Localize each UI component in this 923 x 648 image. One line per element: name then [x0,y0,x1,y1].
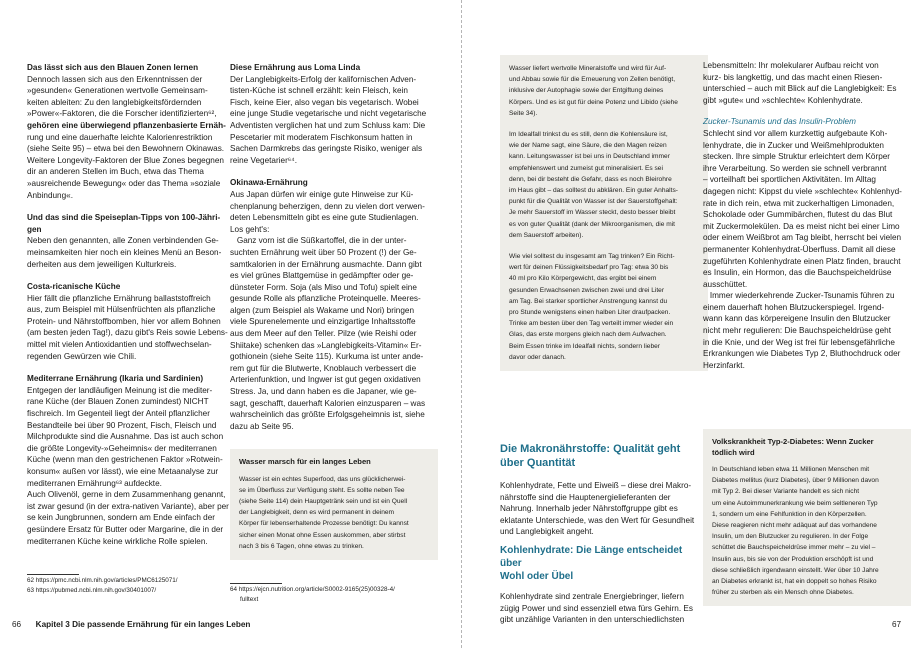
text-line: gesündere Ersatz für Butter oder Margarine, die in der [27,524,224,534]
text-line: rem gut für die Blutwerte, Knoblauch verbessert die [230,363,417,373]
text-line: nach 3 bis 6 Tagen, ohne etwas zu trinken. [239,542,364,550]
text-line: Schokolade oder Gummibärchen, flutest du das Blut [703,210,893,220]
info-box-water-continued [500,55,708,371]
text-line: 40 ml pro Kilo Körpergewicht, das ergibt bei einem [509,275,657,283]
info-box-title: Wasser marsch für ein langes Leben [239,457,371,466]
text-line: meinsamkeiten hier noch ein kleines Menü an Beson- [27,247,222,257]
text-line: unterschied – auch mit Blick auf die Langlebigkeit: Es [703,84,897,94]
text-line: kurz- bis langkettig, und das macht einen Riesen- [703,72,883,82]
text-line: wie der Name sagt, eine Säure, die den Magen reizen [509,142,667,150]
text-line: permanenter Kohlenhydrat-Überfluss. Damit all diese [703,244,896,254]
text-line: ausschüttet. [703,279,748,289]
left-page-column-1 [27,62,233,547]
text-line: deten Lebensmitteln gibt es eine gute Studienlagen. [230,213,419,223]
text-line: Entgegen der landläufigen Meinung ist die mediter- [27,385,213,395]
heading-carbohydrates-cont: Wohl oder Übel [500,570,574,582]
text-line: Weitere Longevity-Faktoren der Blue Zones begegnen [27,155,224,165]
heading-costa-rica: Costa-ricanische Küche [27,282,121,292]
text-line: Anbindung«. [27,190,73,200]
left-footnotes-col1 [27,576,233,597]
text-line: Nahrung. Innerhalb jeder Nährstoffgruppe gibt es [500,504,678,514]
text-line: konsum« außen vor lässt), wie eine Metaanalyse zur [27,467,219,476]
text-line: (siehe Seite 95) – etwa bei den Bewohnern Okinawas. [27,144,225,154]
footnote-62: 62 https://pmc.ncbi.nlm.nih.gov/articles/PMC6125071/ [27,577,178,584]
text-line: reine Vegetarier⁶⁴. [230,155,297,165]
text-line: in die Knie, und der Weg ist frei für lebensgefährliche [703,337,895,347]
text-line: nicht mehr regulieren: Die Bauchspeicheldrüse geht [703,326,891,336]
text-line: Lebensmitteln: Ihr molekularer Aufbau reicht von [703,61,879,70]
heading-macronutrients-cont: über Quantität [500,456,576,469]
heading-macronutrients: Die Makronährstoffe: Qualität geht [500,443,681,455]
text-line: rate in dich rein, etwa mit zuckerhaltigen Limonaden, [703,198,895,208]
text-line: um eine Autoimmunerkrankung wie beim seltleneren Typ [712,499,878,507]
heading-sugar-tsunamis: Zucker-Tsunamis und das Insulin-Problem [703,117,856,127]
text-line: Wasser liefert wertvolle Mineralstoffe und wird für Auf- [509,65,667,72]
heading-okinawa: Okinawa-Ernährung [230,178,308,188]
text-line: Je mehr Sauerstoff im Wasser steckt, desto besser bleibt [509,209,676,217]
text-line: sicher einen Monat ohne Essen auskommen, aber stirbst [239,531,406,539]
text-line: gibt »gute« und »schlechte« Kohlenhydrate. [703,95,863,105]
text-line: Im Idealfall trinkst du es still, denn die Kohlensäure ist, [509,131,668,139]
text-line: Diabetes mellitus (kurz Diabetes), über 9 Millionen davon [712,477,879,485]
text-line: dir an anderen Stellen im Buch, etwa das Thema [27,167,204,177]
heading-carbohydrates: Kohlenhydrate: Die Länge entscheidet über [500,544,683,569]
left-footnotes-col2 [230,585,437,606]
text-line: empfehlenswert und zumeist gut mineralisiert. Es sei [509,164,663,172]
text-line: Sachen Darmkrebs das geringste Risiko, weniger als [230,144,423,154]
text-line: schüttet die Bauchspeicheldrüse immer mehr – zu viel – [712,544,876,552]
text-line: eklatante Unterschiede, was den Wert für Gesundheit [500,515,695,525]
text-line: regenden Gewürzen wie Chili. [27,351,137,361]
text-line: se im Überfluss zur Verfügung steht. Es sollte neben Tee [239,486,405,494]
text-line: algen (zum Beispiel als Wakame und Nori) bringen [230,305,414,315]
text-line: pro Stunde wenigstens einen halben Liter draufpacken. [509,309,671,317]
text-line: »gesunden« Generationen wertvolle Gemeinsam- [27,86,208,96]
text-line: viele Spurenelemente und einzigartige Inhaltsstoffe [230,317,416,327]
text-line: Erkrankungen wie Diabetes Typ 2, Bluthochdruck oder [703,349,901,359]
text-line: mit Zuckermolekülen. Da es meist nicht bei einer Limo [703,221,900,231]
text-line: dem Sauerstoff arbeiten). [509,231,584,239]
text-line: Adventisten verglichen hat und zum Schluss kam: Die [230,120,426,130]
text-line: gesunde Rolle als pflanzliche Proteinquelle. Meeres- [230,294,421,304]
text-line: sagt, geschafft, dauerhaft Kalorien einzusparen – was [230,398,426,408]
right-page-footer [892,620,901,629]
text-line: tisten-Küche ist schnell erzählt: kein Fleisch, kein [230,86,408,96]
text-line: Dennoch lassen sich aus den Erkenntnissen der [27,74,203,84]
text-line: wert für deinen Flüssigkeitsbedarf pro Tag: etwa 30 bis [509,264,669,272]
text-line: Insulin aus, bis sie von der Produktion erschöpft ist und [712,555,874,563]
page-number-right: 67 [892,620,902,629]
info-box-title: Volkskrankheit Typ-2-Diabetes: Wenn Zucker [712,437,874,446]
text-line: Ganz vorn ist die Süßkartoffel, die in der unter- [230,236,407,246]
text-line: es Insulin, ein Hormon, das die Bauchspeicheldrüse [703,268,892,278]
text-line: am Tag. Bei starker sportlicher Anstrengung kannst du [509,297,668,305]
text-line: die größte Longevity-»Geheimnis« der mediterranen [27,443,217,453]
text-line: Kohlenhydrate, Fette und Eiweiß – diese drei Makro- [500,481,692,490]
heading-blue-zones-lessons: Das lässt sich aus den Blauen Zonen lernen [27,63,199,72]
text-line: Beim Essen trinke im Idealfall nichts, sondern lieber [509,342,660,350]
footnote-rule [27,574,79,575]
text-line: mediterranen Küche keine wirkliche Rolle spielen. [27,536,208,546]
text-line: gibt unzählige Varianten in den unterschiedlichsten [500,615,685,625]
text-line: Der Langlebigkeits-Erfolg der kalifornischen Adven- [230,74,417,84]
text-line: »ausreichende Bewegung« oder das Thema »soziale [27,178,221,188]
text-line: diese schließlich irgendwann einstellt. Wer über 10 Jahre [712,566,879,574]
text-line: oder einem Weißbrot am Tag bleibt, herrscht bei vielen [703,233,902,243]
heading-loma-linda: Diese Ernährung aus Loma Linda [230,63,361,72]
text-line: rane Küche (der Blauen Zonen zumindest) NICHT [27,397,209,407]
text-line: gesunden Erwachsenen zwischen zwei und drei Liter [509,286,665,294]
text-line: keiten ableiten: Zu den langlebigkeitsfördernden [27,97,202,107]
text-line: »Power«-Faktoren, die die Forscher identifizierten⁶², [27,109,217,119]
text-line: ihre Verarbeitung. So werden sie schnell verbrannt [703,163,887,173]
text-line: zugeführten Kohlenhydrate einen Platz finden, braucht [703,256,901,266]
text-line: und Langlebigkeit angeht. [500,527,594,537]
text-line: Trinke am besten über den Tag verteilt immer wieder ein [509,320,674,328]
text-line: Fisch, keine Eier, also vegan bis vegetarisch. Wobei [230,97,419,107]
page-number-left: 66 [12,620,22,629]
text-line: nährstoffe sind die Hauptenergielieferanten der [500,492,671,502]
text-line: ist zwar gesund (in der extra-nativen Variante), aber per [27,501,229,511]
text-line: chenplanung beherzigen, denn zu vielen dort verwen- [230,201,425,211]
text-line: Wasser ist ein echtes Superfood, das uns glücklicherwei- [239,475,406,483]
info-box-title-cont: tödlich wird [712,447,755,457]
text-line: (am besten jeden Tag!), dazu gibt's Reis sowie Lebens- [27,328,228,338]
text-line: stecken. Ihre simple Struktur erleichtert dem Körper [703,152,891,162]
text-line: mittel mit vielen Antioxidantien und stoffwechselan- [27,340,212,350]
text-line: es viel grünes Blattgemüse in gedämpfter oder ge- [230,271,414,281]
text-line: Shiitake) schenken das »Langlebigkeits-Vitamin« Er- [230,340,422,350]
text-line: mediterranen Ernährung⁶³ aufdeckte. [27,478,162,488]
text-line: Körper für lebenserhaltende Prozesse benötigt: Du kannst [239,520,409,528]
text-line: im Haus gibt – das solltest du abklären. Ein guter Anhalts- [509,187,678,195]
left-page-footer [12,620,250,629]
text-line: Schlecht sind vor allem kurzkettig aufgebaute Koh- [703,128,888,138]
right-page-column-1 [500,443,700,626]
text-line: se kein Jungbrunnen, sondern am Ende einfach der [27,513,215,523]
text-line: Pescetarier mit moderatem Fischkonsum hatten in [230,132,413,142]
heading-menu-tips: Und das sind die Speiseplan-Tipps von 100-Jähri- [27,213,221,223]
text-line: wahrscheinlich das größte Erfolgsgeheimnis ist, siehe [230,410,425,420]
footnote-rule [230,583,282,584]
footnote-64-cont: fulltext [240,596,259,604]
text-line: punkt für die Qualität von Wasser ist der Sauerstoffgehalt: [509,198,678,206]
text-line: aus dem Meer auf den Teller. Pilze (wie Reishi oder [230,329,417,339]
text-line: der Langlebigkeit, denn es wird permanent in deinem [239,509,395,517]
text-line: mit Typ 2. Bei dieser Variante handelt es sich nicht [712,488,860,496]
chapter-title: Kapitel 3 Die passende Ernährung für ein langes Leben [35,620,251,629]
text-line: Glas, das erste morgens gleich nach dem Aufwachen. [509,331,667,339]
text-line: Neben den genannten, alle Zonen verbindenden Ge- [27,236,219,246]
text-line: Stress. Ja, und dann haben es die Japaner, wie ge- [230,387,417,397]
text-line: dagegen nicht: Kippst du viele »schlechte« Kohlenhyd- [703,186,902,196]
text-line: Hier fällt die pflanzliche Ernährung ballaststoffreich [27,293,211,303]
text-line: Herzinfarkt. [703,360,745,370]
text-line: Körpers. Und es ist gut für deine Potenz und Libido (siehe [509,98,678,106]
text-line: denn, bei dir besteht die Gefahr, dass es noch Bleirohre [509,175,672,183]
text-line: rung und eine dauerhafte leichte Kalorienrestriktion [27,132,213,142]
text-line: (siehe Seite 114) dein Hauptgetränk sein und ist ein Quell [239,497,408,505]
heading-menu-tips-cont: gen [27,224,42,234]
text-line: Kohlenhydrate sind zentrale Energiebringer, liefern [500,591,684,601]
text-line: dünsteter Form. Soja (als Miso und Tofu) spielt eine [230,282,417,292]
info-box-diabetes [703,429,911,606]
text-line: einem dauerhaft hohen Blutzuckerspiegel. Irgend- [703,302,885,312]
text-line: es von guter Qualität (dank der Mikroorganismen, die mit [509,220,676,228]
text-line: und Abbau sowie für die Erneuerung von Zellen benötigt, [509,76,676,84]
text-line: Arterienfunktion, und Ingwer ist gut gegen oxidativen [230,375,421,385]
text-line: gehören eine überwiegend pflanzenbasierte Ernäh- [27,120,226,130]
text-line: zügig Power und sind essenziell etwa fürs Gehirn. Es [500,603,693,613]
text-line: Los geht's: [230,224,270,234]
page-fold [461,0,462,648]
text-line: suchten Ernährung weit über 50 Prozent (!) der Ge- [230,247,417,257]
heading-mediterranean: Mediterrane Ernährung (Ikaria und Sardinien) [27,374,204,384]
text-line: Wie viel solltest du insgesamt am Tag trinken? Ein Richt- [509,253,675,261]
text-line: früher zu sterben als ein Mensch ohne Diabetes. [712,589,854,597]
text-line: Seite 34). [509,109,538,117]
text-line: lenhydrate, die in Zucker und Weißmehlprodukten [703,140,884,150]
left-page-column-2 [230,62,437,432]
text-line: Protein- und Nährstoffbomben, hier vor allem Bohnen [27,316,221,326]
text-line: samtkalorien in der Ernährung ausmachte. Dann gibt [230,259,422,269]
text-line: 1, sondern um eine Fehlfunktion in den Körperzellen. [712,510,867,518]
text-line: Auch Olivenöl, gerne in dem Zusammenhang genannt, [27,490,226,500]
text-line: an Diabetes erkrankt ist, hat ein doppelt so hohes Risiko [712,578,877,586]
text-line: Immer wiederkehrende Zucker-Tsunamis führen zu [703,291,895,301]
text-line: kann. Leitungswasser ist bei uns in Deutschland immer [509,153,670,161]
text-line: Milchprodukte sind die Ausnahme. Das ist auch schon [27,432,224,442]
text-line: aus, zum Beispiel mit Hülsenfrüchten als pflanzliche [27,305,216,315]
footnote-63: 63 https://pubmed.ncbi.nlm.nih.gov/30401007/ [27,587,157,595]
text-line: derheiten aus dem jeweiligen Kulturkreis. [27,259,177,269]
text-line: Diese reagieren nicht mehr adäquat auf das vorhandene [712,522,877,530]
text-line: Aus Japan dürfen wir einige gute Hinweise zur Kü- [230,189,414,199]
text-line: dazu ab Seite 95. [230,421,294,431]
text-line: Bestandteile bei über 90 Prozent, Fisch, Fleisch und [27,420,217,430]
right-page-column-2 [703,60,903,371]
text-line: Küche (wenn man den gestrichenen Faktor »Rotwein- [27,455,223,465]
text-line: eine junge Studie vegetarische und nicht vegetarische [230,109,427,119]
text-line: wann kann das körpereigene Insulin den Blutzucker [703,314,891,324]
text-line: gothionein (siehe Seite 115). Kurkuma ist unter ande- [230,352,424,362]
footnote-64: 64 https://ejcn.nutrition.org/article/S0002-9165(25)00328-4/ [230,586,395,593]
text-line: In Deutschland leben etwa 11 Millionen Menschen mit [712,466,870,473]
text-line: Insulin, um den Blutzucker zu regulieren. In der Folge [712,533,869,541]
info-box-water [230,449,438,560]
text-line: – vorteilhaft bei sportlichen Aktivitäten. Im Alltag [703,175,876,185]
text-line: fischreich. Im Gegenteil liegt der Anteil pflanzlicher [27,409,210,419]
text-line: inklusive der Autophagie sowie der Entgiftung deines [509,87,664,95]
text-line: davor oder danach. [509,353,566,361]
